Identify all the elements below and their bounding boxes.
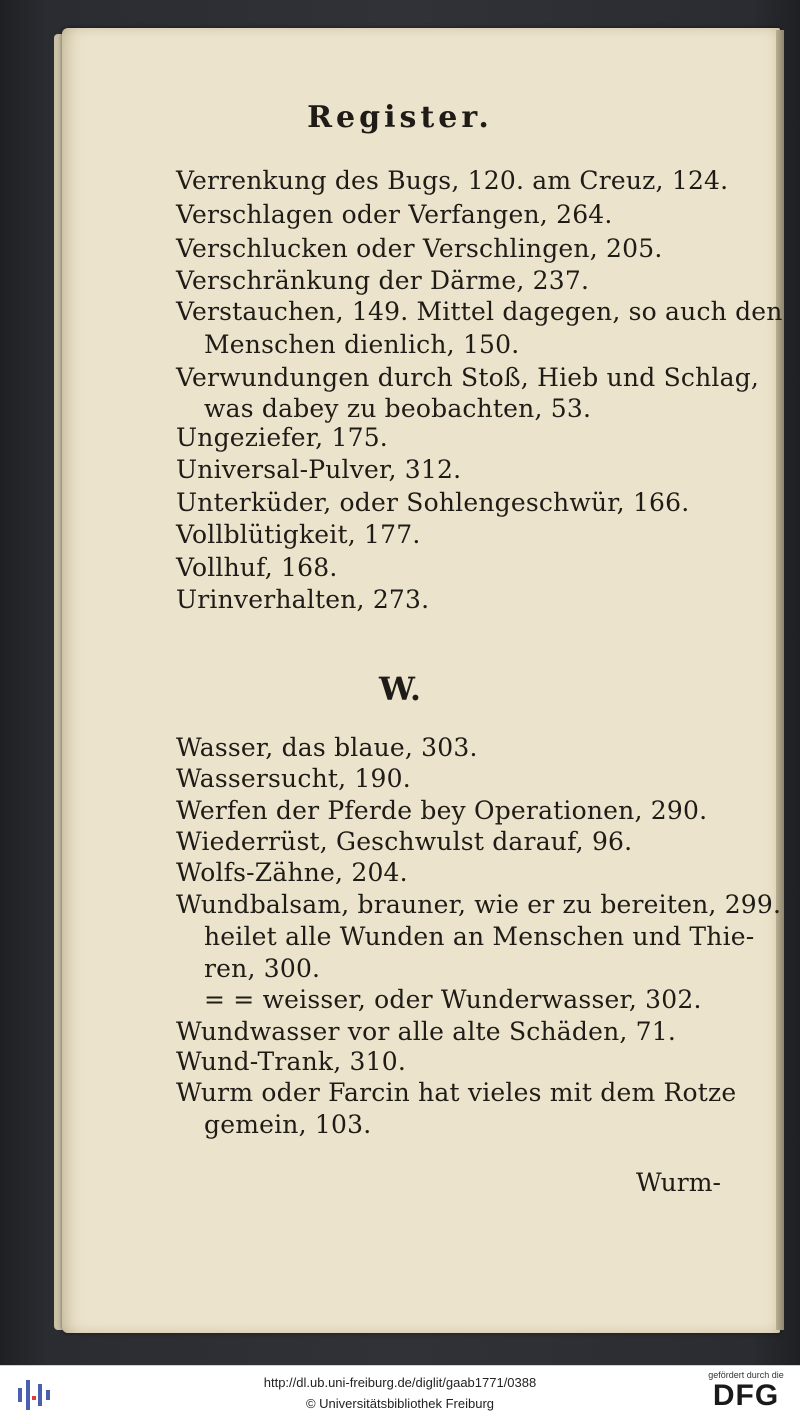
entry-line: Verwundungen durch Stoß, Hieb und Schlag, <box>176 363 760 392</box>
dfg-logo-text: DFG <box>712 1379 780 1412</box>
entry-line: Wassersucht, 190. <box>176 764 411 793</box>
entry-line: Wund-Trank, 310. <box>176 1047 406 1076</box>
section-letter: W. <box>378 670 422 708</box>
entry-line: gemein, 103. <box>204 1110 372 1139</box>
entry-line: heilet alle Wunden an Menschen und Thie- <box>204 922 755 951</box>
entry-line: Menschen dienlich, 150. <box>204 330 520 359</box>
entry-line: Werfen der Pferde bey Operationen, 290. <box>176 796 708 825</box>
entry-line: Verstauchen, 149. Mittel dagegen, so auch den <box>176 297 783 326</box>
entry-line: Wundbalsam, brauner, wie er zu bereiten, 299. <box>176 890 782 919</box>
entry-line: Vollblütigkeit, 177. <box>176 520 421 549</box>
catchword: Wurm- <box>636 1168 721 1197</box>
entry-line: Wiederrüst, Geschwulst darauf, 96. <box>176 827 633 856</box>
entry-line: ren, 300. <box>204 954 321 983</box>
entry-line: Verschlucken oder Verschlingen, 205. <box>176 234 663 263</box>
viewer-footer <box>0 1365 800 1424</box>
entry-line: Verrenkung des Bugs, 120. am Creuz, 124. <box>176 166 729 195</box>
entry-line: Ungeziefer, 175. <box>176 423 388 452</box>
entry-line: Vollhuf, 168. <box>176 553 338 582</box>
entry-line: Wundwasser vor alle alte Schäden, 71. <box>176 1017 677 1046</box>
entry-line: was dabey zu beobachten, 53. <box>204 394 592 423</box>
entry-line: Universal-Pulver, 312. <box>176 455 462 484</box>
page-heading: Register. <box>307 100 493 135</box>
entry-line: Urinverhalten, 273. <box>176 585 430 614</box>
entry-line: Verschlagen oder Verfangen, 264. <box>176 200 613 229</box>
funder-note: gefördert durch die <box>708 1370 784 1380</box>
dfg-logo <box>700 1370 792 1420</box>
entry-line: Unterküder, oder Sohlengeschwür, 166. <box>176 488 690 517</box>
permalink-url[interactable]: http://dl.ub.uni-freiburg.de/diglit/gaab1771/0388 <box>263 1375 537 1390</box>
entry-line: Verschränkung der Därme, 237. <box>176 266 590 295</box>
entry-line: Wolfs-Zähne, 204. <box>176 858 408 887</box>
entry-line: = = weisser, oder Wunderwasser, 302. <box>204 985 702 1014</box>
entry-line: Wasser, das blaue, 303. <box>176 733 478 762</box>
entry-line: Wurm oder Farcin hat vieles mit dem Rotze <box>176 1078 737 1107</box>
copyright-notice: © Universitätsbibliothek Freiburg <box>305 1396 495 1411</box>
